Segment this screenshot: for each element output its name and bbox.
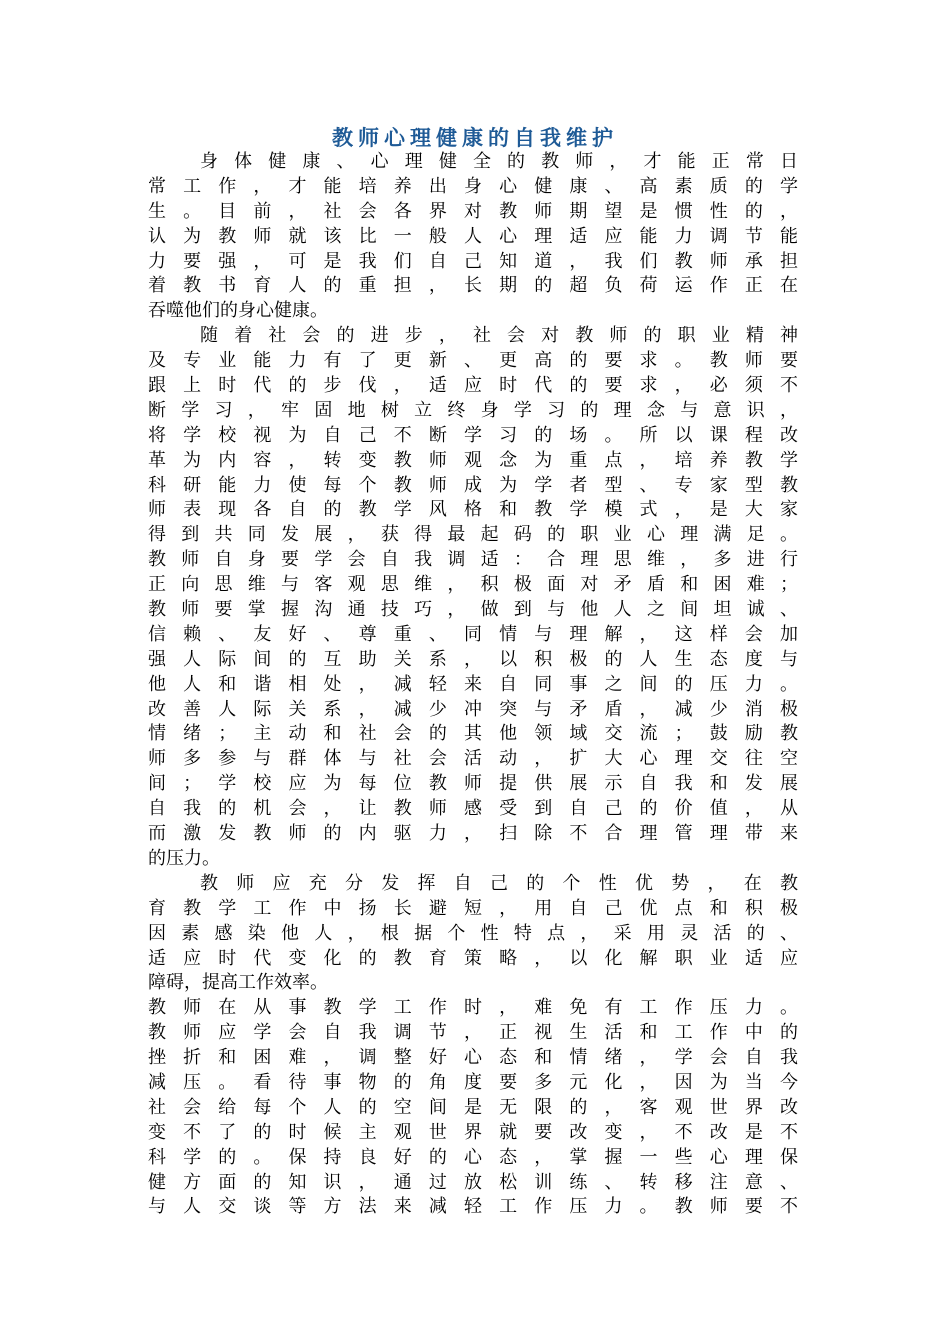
text-line: 减压。看待事物的角度要多元化，因为当今 <box>148 1071 798 1093</box>
text-line: 正向思维与客观思维，积极面对矛盾和困难； <box>148 574 798 596</box>
text-line: 强人际间的互助关系，以积极的人生态度与 <box>148 648 798 670</box>
text-line: 改善人际关系，减少冲突与矛盾，减少消极 <box>148 698 798 720</box>
text-line: 教师应充分发挥自己的个性优势，在教 <box>200 872 798 894</box>
document-title: 教师心理健康的自我维护 <box>332 126 618 150</box>
text-line: 认为教师就该比一般人心理适应能力调节能 <box>148 225 798 247</box>
text-line: 科学的。保持良好的心态，掌握一些心理保 <box>148 1146 798 1168</box>
text-line: 的压力。 <box>148 847 220 869</box>
text-line: 科研能力使每个教师成为学者型、专家型教 <box>148 474 798 496</box>
text-line: 将学校视为自己不断学习的场。所以课程改 <box>148 424 798 446</box>
text-line: 常工作，才能培养出身心健康、高素质的学 <box>148 175 798 197</box>
text-line: 情绪；主动和社会的其他领域交流；鼓励教 <box>148 723 798 745</box>
text-line: 适应时代变化的教育策略，以化解职业适应 <box>148 947 798 969</box>
text-line: 教师要掌握沟通技巧，做到与他人之间坦诚、 <box>148 599 798 621</box>
text-line: 挫折和困难，调整好心态和情绪，学会自我 <box>148 1047 798 1069</box>
text-line: 跟上时代的步伐，适应时代的要求，必须不 <box>148 375 798 397</box>
text-line: 障碍，提高工作效率。 <box>148 972 328 994</box>
text-line: 教师在从事教学工作时，难免有工作压力。 <box>148 997 798 1019</box>
text-line: 及专业能力有了更新、更高的要求。教师要 <box>148 350 798 372</box>
text-line: 师表现各自的教学风格和教学模式，是大家 <box>148 499 798 521</box>
text-line: 而激发教师的内驱力，扫除不合理管理带来 <box>148 823 798 845</box>
text-line: 着教书育人的重担，长期的超负荷运作正在 <box>148 275 798 297</box>
text-line: 信赖、友好、尊重、同情与理解，这样会加 <box>148 623 798 645</box>
text-line: 得到共同发展，获得最起码的职业心理满足。 <box>148 524 798 546</box>
text-line: 社会给每个人的空间是无限的，客观世界改 <box>148 1096 798 1118</box>
text-line: 自我的机会，让教师感受到自己的价值，从 <box>148 798 798 820</box>
text-line: 断学习，牢固地树立终身学习的理念与意识， <box>148 399 798 421</box>
text-line: 间；学校应为每位教师提供展示自我和发展 <box>148 773 798 795</box>
document-body <box>148 150 798 1220</box>
text-line: 随着社会的进步，社会对教师的职业精神 <box>200 325 798 347</box>
text-line: 力要强，可是我们自己知道，我们教师承担 <box>148 250 798 272</box>
text-line: 生。目前，社会各界对教师期望是惯性的， <box>148 200 798 222</box>
text-line: 与人交谈等方法来减轻工作压力。教师要不 <box>148 1196 798 1218</box>
text-line: 因素感染他人，根据个性特点，采用灵活的、 <box>148 922 798 944</box>
text-line: 师多参与群体与社会活动，扩大心理交往空 <box>148 748 798 770</box>
text-line: 教师自身要学会自我调适：合理思维，多进行 <box>148 549 798 571</box>
text-line: 健方面的知识，通过放松训练、转移注意、 <box>148 1171 798 1193</box>
text-line: 他人和谐相处，减轻来自同事之间的压力。 <box>148 673 798 695</box>
text-line: 教师应学会自我调节，正视生活和工作中的 <box>148 1022 798 1044</box>
text-line: 育教学工作中扬长避短，用自己优点和积极 <box>148 897 798 919</box>
text-line: 身体健康、心理健全的教师，才能正常日 <box>200 151 798 172</box>
text-line: 革为内容，转变教师观念为重点，培养教学 <box>148 449 798 471</box>
text-line: 变不了的时候主观世界就要改变，不改是不 <box>148 1121 798 1143</box>
text-line: 吞噬他们的身心健康。 <box>148 300 328 322</box>
